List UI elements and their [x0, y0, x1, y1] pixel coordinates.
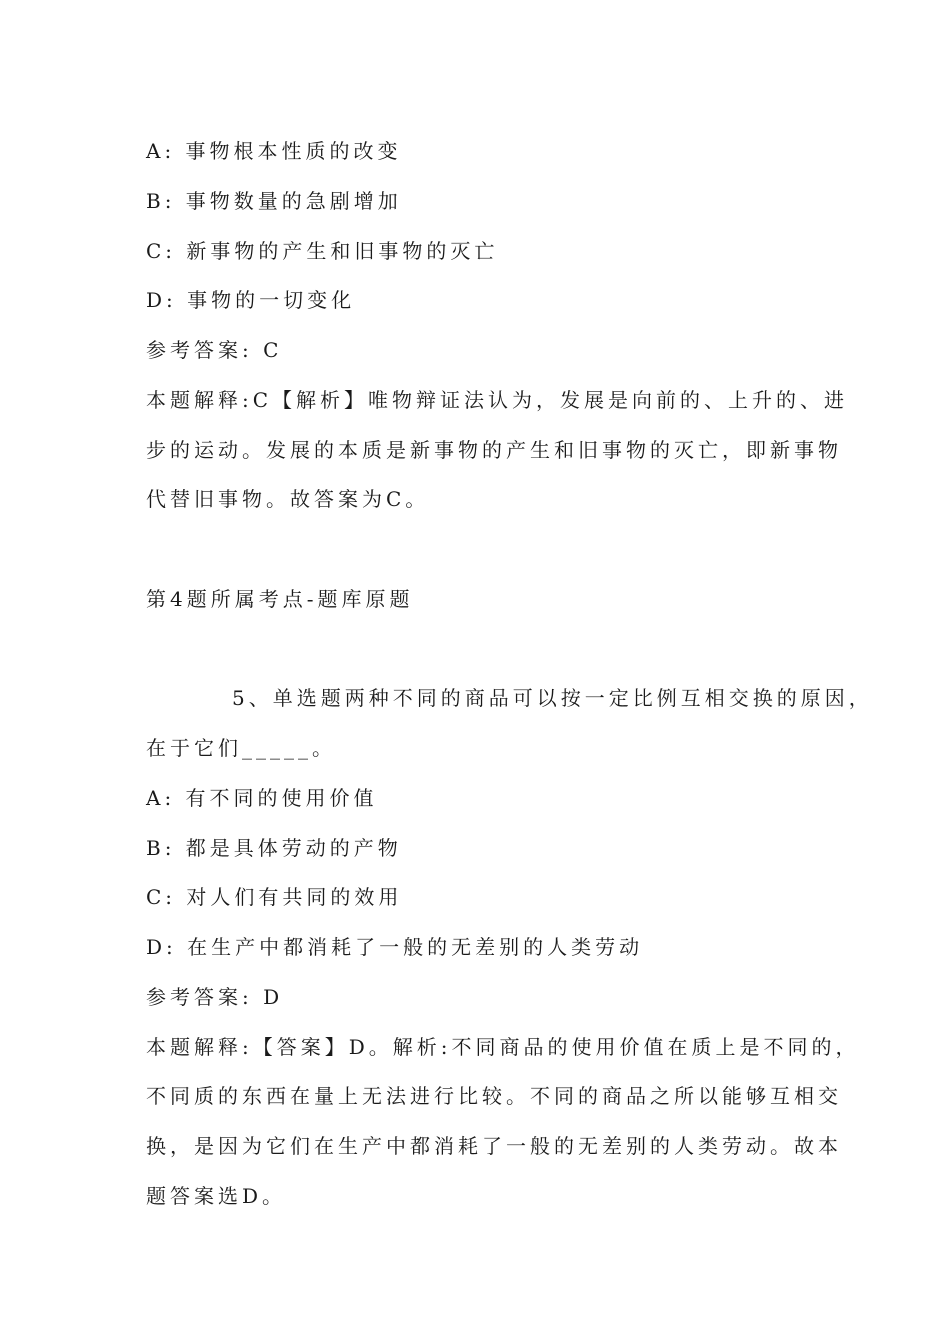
q5-option-a: A: 有不同的使用价值: [146, 786, 378, 810]
q5-option-c: C: 对人们有共同的效用: [146, 885, 403, 909]
q5-explanation-line: 本题解释:【答案】D。解析:不同商品的使用价值在质上是不同的，: [146, 1035, 860, 1059]
q4-explanation-line: 步的运动。发展的本质是新事物的产生和旧事物的灭亡，即新事物: [146, 438, 842, 462]
q5-option-d: D: 在生产中都消耗了一般的无差别的人类劳动: [146, 935, 644, 959]
q4-explanation-line: 代替旧事物。故答案为C。: [146, 487, 430, 511]
q4-answer: 参考答案: C: [146, 338, 283, 362]
q5-stem-line: 在于它们_____。: [146, 736, 336, 760]
q4-option-b: B: 事物数量的急剧增加: [146, 189, 402, 213]
q5-explanation-line: 不同质的东西在量上无法进行比较。不同的商品之所以能够互相交: [146, 1084, 842, 1108]
q4-topic: 第4题所属考点-题库原题: [146, 587, 414, 611]
q4-option-c: C: 新事物的产生和旧事物的灭亡: [146, 239, 499, 263]
q5-explanation-line: 换，是因为它们在生产中都消耗了一般的无差别的人类劳动。故本: [146, 1134, 842, 1158]
q5-answer: 参考答案: D: [146, 985, 284, 1009]
q5-explanation-line: 题答案选D。: [146, 1184, 287, 1208]
q4-option-d: D: 事物的一切变化: [146, 288, 356, 312]
q5-stem-line: 5、单选题两种不同的商品可以按一定比例互相交换的原因，: [232, 686, 873, 710]
q4-explanation-line: 本题解释:C【解析】唯物辩证法认为，发展是向前的、上升的、进: [146, 388, 849, 412]
q4-option-a: A: 事物根本性质的改变: [146, 139, 402, 163]
q5-option-b: B: 都是具体劳动的产物: [146, 836, 402, 860]
